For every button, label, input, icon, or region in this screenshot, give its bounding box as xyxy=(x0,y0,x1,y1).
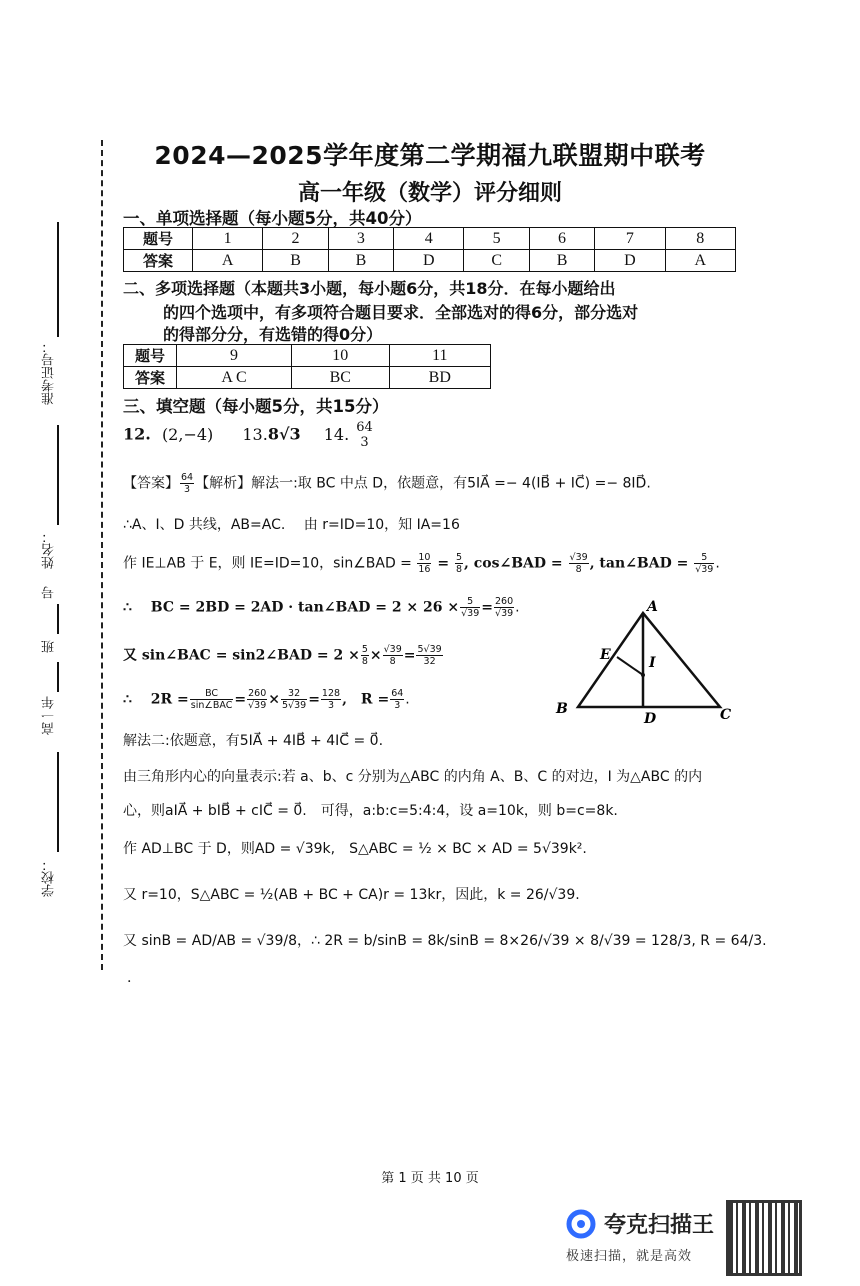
a-cell: B xyxy=(529,250,594,272)
section2-question-row xyxy=(124,345,491,367)
label-i: I xyxy=(649,655,656,671)
row-header-a: 答案 xyxy=(124,250,193,272)
a-cell: A C xyxy=(177,367,292,389)
row-header-q: 题号 xyxy=(124,345,177,367)
label-d: D xyxy=(644,711,657,727)
q12-answer: (2,−4) xyxy=(161,424,214,444)
section2-heading-1: 二、多项选择题（本题共3小题，每小题6分，共18分．在每小题给出 xyxy=(123,279,616,298)
a-cell: D xyxy=(595,250,665,272)
name-label: 姓名： xyxy=(42,530,57,569)
brand-watermark xyxy=(566,1208,714,1264)
label-a: A xyxy=(647,599,658,615)
solution-text-1: 解法一:取 BC 中点 D，依题意，有5IA⃗ =− 4(IB⃗ + IC⃗) =− 8ID⃗. xyxy=(251,475,651,492)
section2-heading-2: 的四个选项中，有多项符合题目要求．全部选对的得6分，部分选对 xyxy=(163,303,639,322)
page-subtitle: 高一年级（数学）评分细则 xyxy=(297,181,562,206)
solution-text-4: ∴ BC = 2BD = 2AD · tan∠BAD = 2 × 26 × xyxy=(123,599,460,616)
fill-answers xyxy=(123,420,375,450)
q-cell: 2 xyxy=(263,228,328,250)
hao-label: 号 xyxy=(42,586,57,599)
page-footer: 第 1 页 共 10 页 xyxy=(381,1171,479,1186)
label-e: E xyxy=(600,647,611,663)
q14-den: 3 xyxy=(360,435,369,450)
section1-heading: 一、单项选择题（每小题5分，共40分） xyxy=(123,209,422,228)
a-cell: B xyxy=(328,250,393,272)
answer-den: 3 xyxy=(184,484,191,495)
stray-dot: . xyxy=(127,970,132,986)
hao-line xyxy=(57,604,59,634)
label-b: B xyxy=(556,701,568,717)
solution-line-3: 作 IE⊥AB 于 E，则 IE=ID=10，sin∠BAD = $\frac{10}{16}$ = $\frac{5}{8}$ , cos∠BAD = $\frac{√39}{8}$ , tan∠BAD = $\frac{5}{√39}$ . xyxy=(123,552,720,575)
section2-heading-3: 的得部分分，有选错的得0分） xyxy=(163,325,383,344)
q-cell: 9 xyxy=(177,345,292,367)
page-title: 2024—2025学年度第二学期福九联盟期中联考 xyxy=(154,141,706,170)
q12-label: 12. xyxy=(123,424,151,444)
solution-line-8: 由三角形内心的向量表示:若 a、b、c 分别为△ABC 的内角 A、B、C 的对边，I 为△ABC 的内 xyxy=(123,769,703,785)
solution-line-1 xyxy=(123,472,743,495)
ban-line xyxy=(57,662,59,692)
row-header-a: 答案 xyxy=(124,367,177,389)
q13-label: 13. xyxy=(242,424,268,444)
section2-answer-row xyxy=(124,367,491,389)
label-c: C xyxy=(720,707,732,723)
solution-line-9: 心，则aIA⃗ + bIB⃗ + cIC⃗ = 0⃗. 可得，a:b:c=5:4:4，设 a=10k，则 b=c=8k. xyxy=(123,803,618,819)
q14-label: 14. xyxy=(323,424,350,444)
analysis-tag: 【解析】 xyxy=(195,475,252,492)
solution-line-6: ∴ 2R = $\frac{BC}{\text{sin∠BAC}}$ = $\frac{260}{√39}$ × $\frac{32}{5√39}$ = $\frac{128}{3}$ , R = $\frac{64}{3}$ . xyxy=(123,688,410,711)
section1-answer-row xyxy=(124,250,736,272)
solution-line-2: ∴A、I、D 共线，AB=AC. 由 r=ID=10，知 IA=16 xyxy=(123,517,460,533)
q14-num: 64 xyxy=(356,420,373,435)
a-cell: BC xyxy=(292,367,390,389)
solution-line-7: 解法二:依题意，有5IA⃗ + 4IB⃗ + 4IC⃗ = 0⃗. xyxy=(123,733,384,749)
q-cell: 5 xyxy=(464,228,529,250)
triangle-figure xyxy=(550,595,740,730)
brand-name: 夸克扫描王 xyxy=(604,1213,715,1238)
a-cell: D xyxy=(394,250,464,272)
q-cell: 8 xyxy=(665,228,735,250)
a-cell: A xyxy=(665,250,735,272)
q-cell: 11 xyxy=(389,345,490,367)
q13-answer: 8√3 xyxy=(267,424,301,444)
q-cell: 6 xyxy=(529,228,594,250)
solution-line-5: 又 sin∠BAC = sin2∠BAD = 2 × $\frac{5}{8}$ × $\frac{√39}{8}$ = $\frac{5√39}{32}$ xyxy=(123,644,442,667)
brand-slogan: 极速扫描，就是高效 xyxy=(566,1249,693,1264)
qr-code-icon xyxy=(726,1200,802,1276)
exam-no-label: 准考证号： xyxy=(42,340,57,405)
exam-no-line xyxy=(57,222,59,337)
solution-text-6: ∴ 2R = xyxy=(123,691,189,708)
solution-text-5: 又 sin∠BAC = sin2∠BAD = 2 × xyxy=(123,647,360,664)
solution-line-11: 又 r=10，S△ABC = ½(AB + BC + CA)r = 13kr，因此，k = 26/√39. xyxy=(123,887,580,903)
q-cell: 7 xyxy=(595,228,665,250)
a-cell: C xyxy=(464,250,529,272)
solution-text-3: 作 IE⊥AB 于 E，则 IE=ID=10，sin∠BAD = xyxy=(123,555,417,572)
incenter-point xyxy=(641,673,645,677)
binding-dashed-line xyxy=(101,140,103,970)
q-cell: 1 xyxy=(193,228,263,250)
section1-question-row xyxy=(124,228,736,250)
a-cell: B xyxy=(263,250,328,272)
school-label: 学校： xyxy=(42,858,57,897)
answer-fraction xyxy=(180,472,194,495)
name-line xyxy=(57,425,59,525)
solution-line-10: 作 AD⊥BC 于 D，则AD = √39k, S△ABC = ½ × BC × AD = 5√39k². xyxy=(123,841,587,857)
section3-heading: 三、填空题（每小题5分，共15分） xyxy=(123,397,389,416)
row-header-q: 题号 xyxy=(124,228,193,250)
ban-label: 班 xyxy=(42,640,57,653)
q-cell: 3 xyxy=(328,228,393,250)
section2-table xyxy=(123,344,491,389)
answer-num: 64 xyxy=(181,472,194,483)
school-line xyxy=(57,752,59,852)
section1-table xyxy=(123,227,736,272)
segment-ie xyxy=(617,657,643,675)
q-cell: 4 xyxy=(394,228,464,250)
grade-label: 高一年 xyxy=(42,696,57,735)
a-cell: A xyxy=(193,250,263,272)
q14-fraction xyxy=(355,420,374,450)
q-cell: 10 xyxy=(292,345,390,367)
answer-tag: 【答案】 xyxy=(123,475,179,492)
quark-logo-icon xyxy=(566,1209,596,1239)
solution-line-12: 又 sinB = AD/AB = √39/8，∴ 2R = b/sinB = 8k/sinB = 8×26/√39 × 8/√39 = 128/3, R = 64/3. xyxy=(123,933,767,949)
solution-line-4: ∴ BC = 2BD = 2AD · tan∠BAD = 2 × 26 × $\frac{5}{√39}$ = $\frac{260}{√39}$ . xyxy=(123,596,520,619)
a-cell: BD xyxy=(389,367,490,389)
